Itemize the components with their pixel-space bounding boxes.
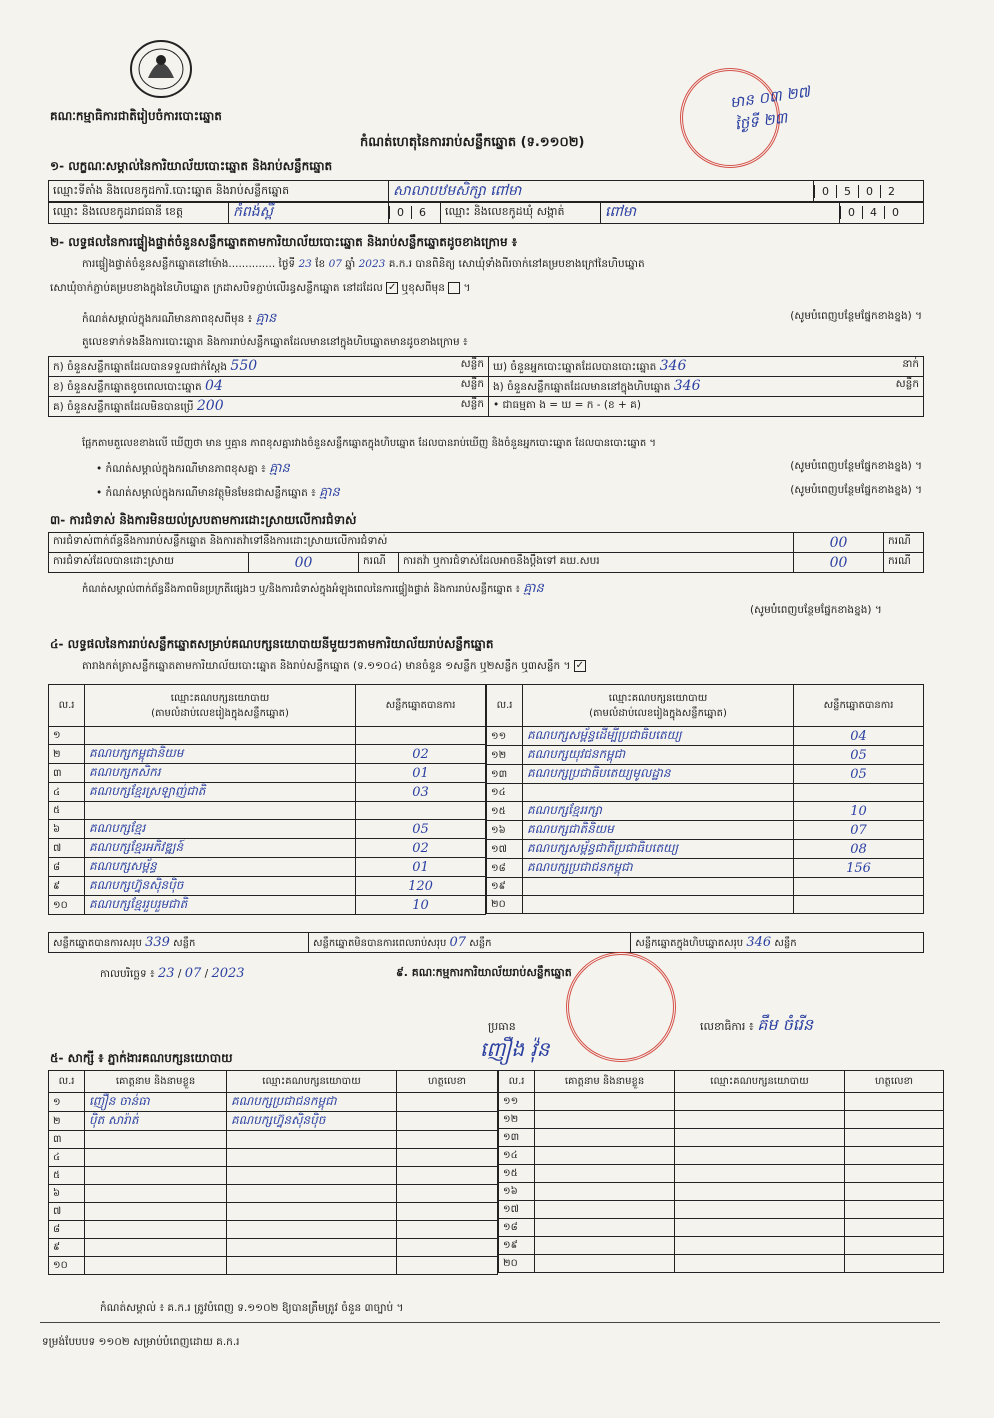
witness-signature (397, 1221, 498, 1239)
witness-table-right: ល.រ គោត្តនាម និងនាមខ្លួន ឈ្មោះគណបក្សនយោបាយ ហត្ថលេខា ១១ ១២ ១៣ ១៤ ១៥ ១៦ ១៧ ១៨ ១៩ ២០ (498, 1070, 944, 1273)
witness-row (499, 1129, 944, 1147)
witness-party (675, 1219, 845, 1237)
witness-party (227, 1185, 397, 1203)
witness-row (499, 1093, 944, 1111)
party-name: គណបក្សយុវជនកម្ពុជា (523, 746, 794, 765)
witness-name (85, 1257, 227, 1275)
witness-signature (845, 1093, 944, 1111)
witness-name (535, 1129, 675, 1147)
witness-name (85, 1185, 227, 1203)
row-no: ១៣ (499, 1129, 535, 1147)
witness-name (85, 1167, 227, 1185)
party-name: គណបក្សខ្មែររក្សា (523, 802, 794, 821)
witness-name (535, 1147, 675, 1165)
voters-count: 346 (659, 357, 687, 374)
section2-para1: ការផ្ទៀងផ្ទាត់ចំនួនសន្លឹកឆ្នោតនៅម៉ោង.............. ថ្ងៃទី 23 ខែ 07 ឆ្នាំ 2023 គ.ក.រ បានពិនិត្យ សោឃុំទាំងពីរចាក់នៅគម្របខាងក្រៅនៃហិបឆ្នោត (82, 258, 645, 270)
vote-count: 02 (356, 745, 486, 764)
row-no: ៨ (49, 1221, 85, 1239)
witness-party (675, 1129, 845, 1147)
witness-row (499, 1183, 944, 1201)
vote-count: 03 (356, 783, 486, 802)
witness-row (499, 1111, 944, 1129)
witness-row (49, 1112, 498, 1131)
row-no: ១៨ (487, 859, 523, 878)
row-no: ៧ (49, 839, 85, 858)
section2-title: ២- លទ្ធផលនៃការផ្ទៀងផ្ទាត់ចំនួនសន្លឹកឆ្នោតតាមការិយាល័យបោះឆ្នោត និងរាប់សន្លឹកឆ្នោតដូចខាងក្រោម ៖ (50, 235, 518, 249)
bullet1: • កំណត់សម្គាល់ក្នុងករណីមានភាពខុសគ្នា ៖ គ្មាន (សូមបំពេញបន្ថែមផ្នែកខាងខ្នង) ។ (96, 460, 922, 476)
witness-name (85, 1131, 227, 1149)
witness-party (227, 1239, 397, 1257)
row-no: ៤ (49, 783, 85, 802)
witness-party (227, 1149, 397, 1167)
vote-count: 120 (356, 877, 486, 896)
witness-party (675, 1093, 845, 1111)
verify-day: 23 (298, 258, 312, 270)
witness-party (227, 1221, 397, 1239)
witness-row (499, 1219, 944, 1237)
section3-note: កំណត់សម្គាល់ពាក់ព័ន្ធនឹងភាពមិនប្រក្រតីផ្សេងៗ ឬ/និងការជំទាស់ក្នុងអំឡុងពេលនៃការផ្ទៀងផ្ទាត់ និងការរាប់សន្លឹកឆ្នោត ៖ គ្មាន (82, 581, 544, 596)
party-name: គណបក្សខ្មែរស្រឡាញ់ជាតិ (85, 783, 356, 802)
totals-table: សន្លឹកឆ្នោតបានការសរុប 339 សន្លឹក សន្លឹកឆ្នោតមិនបានការពេលរាប់សរុប 07 សន្លឹក សន្លឹកឆ្នោតក្នុងហិបឆ្នោតសរុប 346 សន្លឹក (48, 932, 924, 953)
witness-party (675, 1165, 845, 1183)
vote-count: 04 (794, 727, 924, 746)
committee-sign-label: ៩. គណៈកម្មការការិយាល័យរាប់សន្លឹកឆ្នោត (396, 966, 572, 979)
committee-name: គណៈ​កម្មាធិការជាតិរៀបចំការបោះឆ្នោត (50, 109, 222, 123)
witness-party (675, 1237, 845, 1255)
witness-name (85, 1203, 227, 1221)
row-no: ១៤ (499, 1147, 535, 1165)
witness-row (49, 1149, 498, 1167)
vote-count: 156 (794, 859, 924, 878)
province-value: កំពង់ស្ពឺ (229, 202, 389, 224)
witness-name (535, 1165, 675, 1183)
results-table-right: ល.រ ឈ្មោះគណបក្សនយោបាយ (តាមលំដាប់លេខរៀងក្នុងសន្លឹកឆ្នោត) សន្លឹកឆ្នោតបានការ ១១ គណបក្សសម្ព័ន្ធដើម្បីប្រជាធិបតេយ្យ 04 ១២ គណបក្សយុវជនកម្ពុជា 05 ១៣ គណបក្សប្រជាធិបតេយ្យមូលដ្ឋាន 05 ១៤ ១៥ គណបក្សខ្មែររក្សា 10 ១៦ គណបក្សជាតិនិយម 07 ១៧ គណបក្សសម្ព័ន្ធជាតិប្រជាធិបតេយ្យ 08 ១៨ គណបក្សប្រជាជនកម្ពុជា 156 ១៩ ២០ (486, 684, 924, 914)
commune-label: ឈ្មោះ និងលេខកូដឃុំ សង្កាត់ (441, 202, 601, 224)
party-name: គណបក្សសម្ព័ន្ធ (85, 858, 356, 877)
nec-emblem-icon (128, 38, 194, 100)
row-no: ១១ (499, 1093, 535, 1111)
commune-value: ពៅមា (601, 202, 840, 224)
party-name: គណបក្សខ្មែរអភិវឌ្ឍន៍ (85, 839, 356, 858)
row-no: ១៤ (487, 784, 523, 802)
result-row (49, 820, 486, 839)
witness-party: គណបក្សប្រជាជនកម្ពុជា (227, 1093, 397, 1112)
official-stamp-bottom (566, 952, 676, 1062)
province-label: ឈ្មោះ និងលេខកូដរាជធានី ខេត្ត (49, 202, 229, 224)
witness-name (85, 1239, 227, 1257)
result-row (487, 802, 924, 821)
witness-party (227, 1203, 397, 1221)
witness-party (227, 1167, 397, 1185)
witness-name (85, 1221, 227, 1239)
witness-party (675, 1183, 845, 1201)
witness-row (49, 1131, 498, 1149)
vote-count: 05 (794, 746, 924, 765)
witness-name (535, 1111, 675, 1129)
result-row (49, 896, 486, 915)
stamp-handwriting-2: ថ្ងៃទី ២៣ (733, 108, 789, 134)
section2-intro: តួលេខទាក់ទងនឹងការបោះឆ្នោត និងការរាប់សន្លឹកឆ្នោតដែលមាននៅក្នុងហិបឆ្នោតមានដូចខាងក្រោម ៖ (82, 336, 468, 348)
row-no: ២០ (487, 896, 523, 914)
witness-signature (397, 1203, 498, 1221)
form-title: កំណត់ហេតុនៃការរាប់សន្លឹកឆ្នោត (ទ.១១០២) (360, 135, 585, 150)
result-row (49, 783, 486, 802)
result-row (487, 840, 924, 859)
section3-title: ៣- ការជំទាស់ និងការមិនយល់ស្របតាមការដោះស្រាយលើការជំទាស់ (50, 513, 357, 527)
row-no: ៥ (49, 802, 85, 820)
section3-suffix: (សូមបំពេញបន្ថែមផ្នែកខាងខ្នង) ។ (750, 604, 882, 616)
total-valid: 339 (145, 934, 170, 950)
sign-date: កាលបរិច្ឆេទ ៖ 23 / 07 / 2023 (100, 966, 245, 981)
row-no: ១៥ (499, 1165, 535, 1183)
witness-row (49, 1221, 498, 1239)
form-footer: ទម្រង់បែបបទ ១១០២ សម្រាប់បំពេញដោយ គ.ក.រ (42, 1336, 240, 1348)
witness-signature (845, 1165, 944, 1183)
witness-signature (845, 1237, 944, 1255)
witness-name (535, 1219, 675, 1237)
received-count: 550 (230, 357, 258, 374)
witness-name (85, 1149, 227, 1167)
row-no: ៥ (49, 1167, 85, 1185)
party-name: គណបក្សកម្ពុជានិយម (85, 745, 356, 764)
witness-party (675, 1147, 845, 1165)
party-name: គណបក្សសម្ព័ន្ធដើម្បីប្រជាធិបតេយ្យ (523, 727, 794, 746)
result-row (49, 839, 486, 858)
row-no: ១៦ (487, 821, 523, 840)
vote-count: 01 (356, 764, 486, 783)
vote-count: 05 (794, 765, 924, 784)
result-row (49, 802, 486, 820)
row-no: ៣ (49, 1131, 85, 1149)
formula: ជាធម្មតា ង = ឃ = ក - (ខ + គ) (502, 399, 641, 411)
location-value: សាលាបឋមសិក្សា ពៅមា (389, 181, 814, 203)
vote-count: 02 (356, 839, 486, 858)
party-name: គណបក្សហ្វ៊ុនស៊ិនប៉ិច (85, 877, 356, 896)
location-label: ឈ្មោះទីតាំង និងលេខកូដការិ.បោះឆ្នោត និងរាប់សន្លឹកឆ្នោត (49, 181, 389, 203)
witness-party: គណបក្សហ្វ៊ុនស៊ិនប៉ិច (227, 1112, 397, 1131)
row-no: ១០ (49, 896, 85, 915)
party-name: គណបក្សជាតិនិយម (523, 821, 794, 840)
complaint-count: 00 (794, 553, 884, 573)
total-in-box: 346 (746, 934, 772, 950)
result-row (487, 896, 924, 914)
ballots-in-box-count: 346 (673, 377, 701, 394)
row-no: ៩ (49, 1239, 85, 1257)
party-name: គណបក្សប្រជាជនកម្ពុជា (523, 859, 794, 878)
verify-month: 07 (328, 258, 342, 270)
row-no: ៦ (49, 820, 85, 839)
witness-signature (397, 1185, 498, 1203)
witness-row (499, 1255, 944, 1273)
row-no: ១៩ (499, 1237, 535, 1255)
witness-party (675, 1255, 845, 1273)
section5-footer-note: កំណត់សម្គាល់ ៖ គ.ក.រ ត្រូវបំពេញ ទ.១១០២ ឱ្យបានត្រឹមត្រូវ ចំនួន ៣ច្បាប់ ។ (100, 1302, 404, 1314)
chair-signature: ញឿង វ៉ុន (480, 1037, 550, 1061)
secretary-label: លេខាធិការ ៖ គឹម ចំរើន (700, 1015, 814, 1034)
vote-count (356, 802, 486, 820)
result-row (49, 727, 486, 745)
witness-signature (397, 1149, 498, 1167)
count-table: ក) ចំនួនសន្លឹកឆ្នោតដែលបានទទួលជាក់ស្តែង 550 សន្លឹក ឃ) ចំនួនអ្នកបោះឆ្នោតដែលបានបោះឆ្នោត 346 នាក់ ខ) ចំនួនសន្លឹកឆ្នោតខូចពេលបោះឆ្នោត 04 សន្លឹក ង) ចំនួនសន្លឹកឆ្នោតដែលមាននៅក្នុងហិបឆ្នោត 346 សន្លឹក គ) ចំនួនសន្លឹកឆ្នោតដែលមិនបានប្រើ 200 សន្លឹក • ជាធម្មតា ង = ឃ = ក - (ខ + គ) (48, 356, 924, 417)
total-invalid: 07 (449, 934, 467, 950)
row-no: ១៥ (487, 802, 523, 821)
party-name: គណបក្សខ្មែររួបរួមជាតិ (85, 896, 356, 915)
witness-row (49, 1167, 498, 1185)
witness-party (675, 1201, 845, 1219)
row-no: ១១ (487, 727, 523, 746)
witness-signature (845, 1201, 944, 1219)
row-no: ៨ (49, 858, 85, 877)
witness-row (499, 1237, 944, 1255)
result-row (487, 727, 924, 746)
witness-signature (845, 1111, 944, 1129)
objection-count: 00 (794, 533, 884, 553)
party-name (523, 784, 794, 802)
changed-checkbox[interactable] (448, 282, 460, 294)
vote-count (794, 896, 924, 914)
row-no: ១៣ (487, 765, 523, 784)
witness-name (535, 1201, 675, 1219)
row-no: ២០ (499, 1255, 535, 1273)
witness-signature (397, 1112, 498, 1131)
witness-row (49, 1203, 498, 1221)
witness-signature (845, 1183, 944, 1201)
row-no: ២ (49, 1112, 85, 1131)
witness-name (535, 1255, 675, 1273)
section2-note: កំណត់សម្គាល់ក្នុងករណីមានភាពខុសពីមុន ៖ គ្មាន (សូមបំពេញបន្ថែមផ្នែកខាងខ្នង) ។ (82, 310, 922, 326)
party-name (523, 878, 794, 896)
vote-count (356, 727, 486, 745)
result-row (487, 878, 924, 896)
witness-name (535, 1093, 675, 1111)
row-no: ២ (49, 745, 85, 764)
three-sheets-checkbox[interactable]: ✓ (575, 660, 584, 671)
section4-title: ៤- លទ្ធផលនៃការរាប់សន្លឹកឆ្នោតសម្រាប់គណបក្សនយោបាយនីមួយៗតាមការិយាល័យរាប់សន្លឹកឆ្នោត (50, 637, 494, 651)
commune-code: 0 4 0 (840, 202, 924, 224)
party-name: គណបក្សប្រជាធិបតេយ្យមូលដ្ឋាន (523, 765, 794, 784)
vote-count: 01 (356, 858, 486, 877)
witness-name: ញឿន ចាន់ធា (85, 1093, 227, 1112)
row-no: ១២ (499, 1111, 535, 1129)
location-code: 0 5 0 2 (814, 181, 924, 203)
row-no: ៩ (49, 877, 85, 896)
row-no: ១០ (49, 1257, 85, 1275)
vote-count (794, 784, 924, 802)
secretary-signature: គឹម ចំរើន (757, 1015, 814, 1034)
row-no: ១៧ (499, 1201, 535, 1219)
chair-label: ប្រធាន (488, 1020, 516, 1033)
witness-signature (845, 1255, 944, 1273)
witness-signature (397, 1131, 498, 1149)
verify-year: 2023 (358, 258, 386, 270)
witness-row (49, 1185, 498, 1203)
witness-row (49, 1093, 498, 1112)
result-row (49, 764, 486, 783)
section1-table (48, 180, 924, 203)
witness-row (499, 1147, 944, 1165)
results-table-left: ល.រ ឈ្មោះគណបក្សនយោបាយ (តាមលំដាប់លេខរៀងក្នុងសន្លឹកឆ្នោត) សន្លឹកឆ្នោតបានការ ១ ២ គណបក្សកម្ពុជានិយម 02 ៣ គណបក្សកសិករ 01 ៤ គណបក្សខ្មែរស្រឡាញ់ជាតិ 03 ៥ ៦ គណបក្សខ្មែរ 05 ៧ គណបក្សខ្មែរអភិវឌ្ឍន៍ 02 ៨ គណបក្សសម្ព័ន្ធ 01 ៩ គណបក្សហ្វ៊ុនស៊ិនប៉ិច 120 ១០ គណបក្សខ្មែររួបរួមជាតិ 10 (48, 684, 486, 915)
province-code: 0 6 (389, 202, 441, 224)
witness-party (227, 1257, 397, 1275)
divider (40, 1322, 940, 1323)
section1-table-row2 (48, 201, 924, 224)
section4-intro: តារាងកត់ត្រាសន្លឹកឆ្នោតតាមការិយាល័យបោះឆ្នោត និងរាប់សន្លឹកឆ្នោត (ទ.១១០៤) មានចំនួន ១សន្លឹក ឬ២សន្លឹក ឬ៣សន្លឹក ។ ✓ (82, 660, 584, 672)
party-name (85, 802, 356, 820)
row-no: ៦ (49, 1185, 85, 1203)
row-no: ១៧ (487, 840, 523, 859)
result-row (487, 821, 924, 840)
section2-para2: សោឃុំចាក់ភ្ជាប់គម្របខាងក្នុងនៃហិបឆ្នោត ក្រដាសបិទភ្ជាប់លើរន្ធសន្លឹកឆ្នោត នៅដដែល ✓ ឬខុសពីមុន ។ (50, 282, 471, 294)
row-no: ១៩ (487, 878, 523, 896)
party-name: គណបក្សខ្មែរ (85, 820, 356, 839)
witness-name (535, 1183, 675, 1201)
witness-signature (845, 1147, 944, 1165)
diff-line: ផ្អែកតាមតួលេខខាងលើ ឃើញថា មាន ឬគ្មាន ភាពខុសគ្នារវាងចំនួនសន្លឹកឆ្នោតក្នុងហិបឆ្នោត ដែលបានរាប់ឃើញ និងចំនួនអ្នកបោះឆ្នោត ដែលបានបោះឆ្នោត ។ (82, 438, 657, 449)
resolved-count: 00 (249, 553, 359, 573)
witness-table-left: ល.រ គោត្តនាម និងនាមខ្លួន ឈ្មោះគណបក្សនយោបាយ ហត្ថលេខា ១ ញឿន ចាន់ធា គណបក្សប្រជាជនកម្ពុជា ២ ប៉ិត សារ៉ាត់ គណបក្សហ្វ៊ុនស៊ិនប៉ិច ៣ ៤ ៥ ៦ ៧ ៨ ៩ ១០ (48, 1070, 498, 1275)
section1-title: ១- លក្ខណៈសម្គាល់នៃការិយាល័យបោះឆ្នោត និងរាប់សន្លឹកឆ្នោត (50, 159, 333, 173)
vote-count: 08 (794, 840, 924, 859)
witness-signature (397, 1239, 498, 1257)
party-name: គណបក្សសម្ព័ន្ធជាតិប្រជាធិបតេយ្យ (523, 840, 794, 859)
result-row (49, 745, 486, 764)
witness-signature (845, 1129, 944, 1147)
result-row (49, 877, 486, 896)
result-row (49, 858, 486, 877)
unchanged-checkbox[interactable]: ✓ (388, 282, 397, 293)
party-name: គណបក្សកសិករ (85, 764, 356, 783)
witness-name: ប៉ិត សារ៉ាត់ (85, 1112, 227, 1131)
witness-name (535, 1237, 675, 1255)
witness-party (675, 1111, 845, 1129)
section5-title: ៥- សាក្សី ៖ ភ្នាក់ងារគណបក្សនយោបាយ (50, 1051, 233, 1065)
witness-row (499, 1201, 944, 1219)
vote-count (794, 878, 924, 896)
row-no: ១ (49, 727, 85, 745)
party-name (523, 896, 794, 914)
witness-signature (397, 1093, 498, 1112)
witness-row (499, 1165, 944, 1183)
row-no: ១២ (487, 746, 523, 765)
vote-count: 10 (356, 896, 486, 915)
result-row (487, 859, 924, 878)
party-name (85, 727, 356, 745)
spoiled-count: 04 (205, 377, 223, 394)
result-row (487, 765, 924, 784)
row-no: ១៨ (499, 1219, 535, 1237)
row-no: ១ (49, 1093, 85, 1112)
witness-signature (397, 1257, 498, 1275)
result-row (487, 746, 924, 765)
row-no: ៣ (49, 764, 85, 783)
row-no: ៤ (49, 1149, 85, 1167)
witness-party (227, 1131, 397, 1149)
unused-count: 200 (196, 397, 224, 414)
witness-row (49, 1257, 498, 1275)
vote-count: 10 (794, 802, 924, 821)
bullet2: • កំណត់សម្គាល់ក្នុងករណីមានវត្ថុមិនមែនជាសន្លឹកឆ្នោត ៖ គ្មាន (សូមបំពេញបន្ថែមផ្នែកខាងខ្នង) ។ (96, 484, 922, 500)
objection-table: ការជំទាស់ពាក់ព័ន្ធនឹងការរាប់សន្លឹកឆ្នោត និងការតវ៉ាទៅនឹងការដោះស្រាយលើការជំទាស់ 00 ករណី ការជំទាស់ដែលបានដោះស្រាយ 00 ករណី ការតវ៉ា ឬការជំទាស់ដែលអាចនឹងប្តឹងទៅ គឃ.សបរ 00 ករណី (48, 532, 924, 573)
stamp-handwriting-1: មាន ០៣ ២៧ (728, 82, 812, 112)
vote-count: 07 (794, 821, 924, 840)
result-row (487, 784, 924, 802)
witness-signature (397, 1167, 498, 1185)
vote-count: 05 (356, 820, 486, 839)
witness-signature (845, 1219, 944, 1237)
row-no: ៧ (49, 1203, 85, 1221)
witness-row (49, 1239, 498, 1257)
row-no: ១៦ (499, 1183, 535, 1201)
